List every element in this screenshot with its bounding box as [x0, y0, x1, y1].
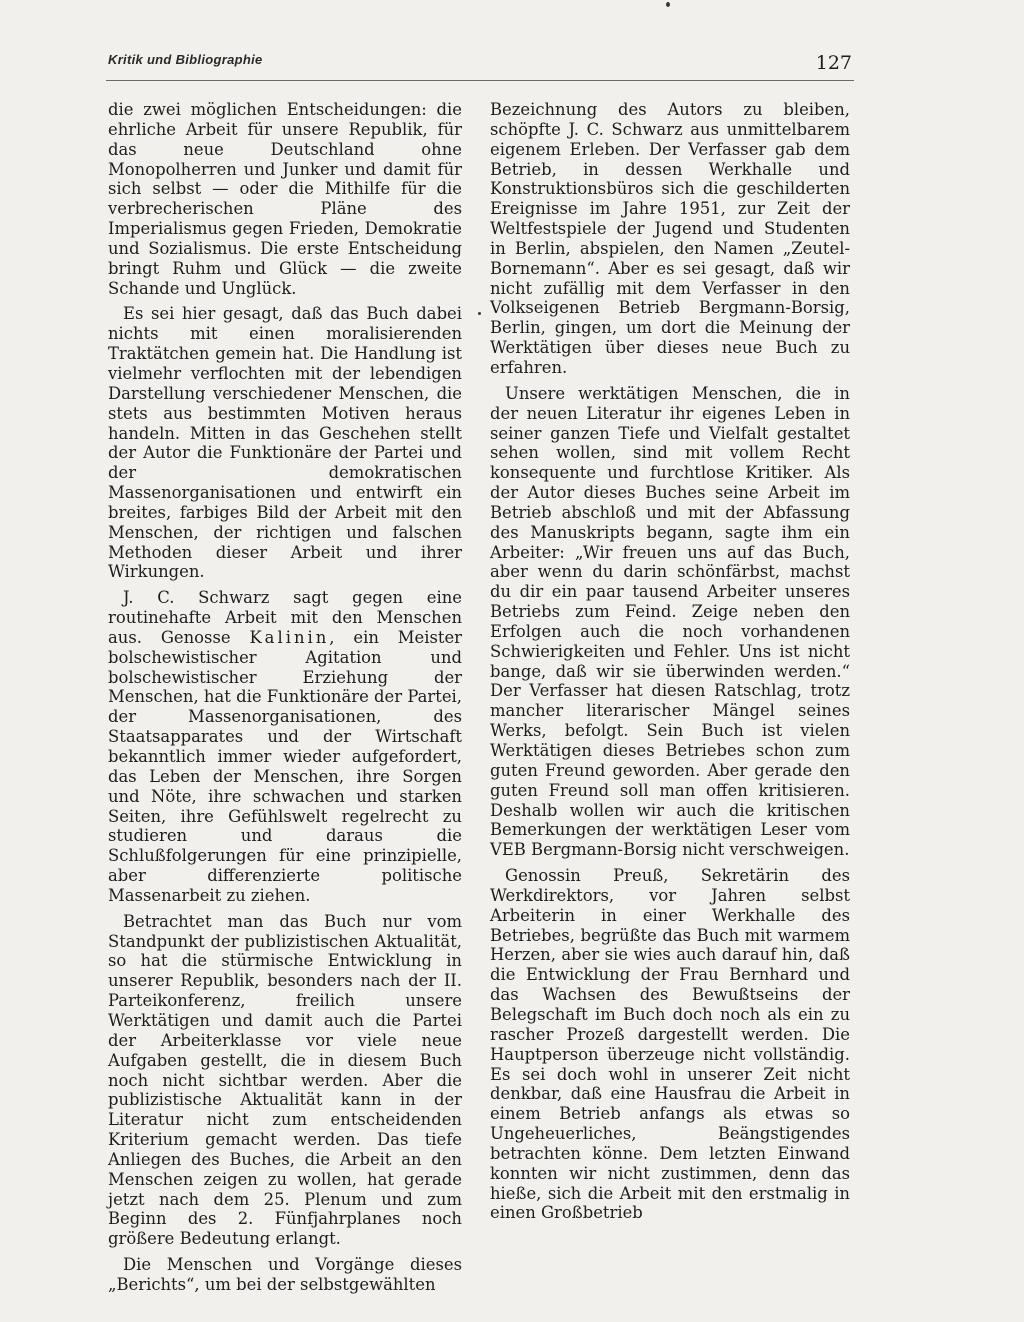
page-number: 127: [815, 52, 852, 74]
paragraph: Genossin Preuß, Sekretärin des Werkdirektors, vor Jahren selbst Arbeiterin in einer Werkhalle des Betriebes, begrüßte das Buch mit warmem Herzen, aber sie wies auch darauf hin, daß die Entwicklung der Frau Bernhard und das Wachsen des Bewußtseins der Belegschaft im Buch doch noch als ein zu rascher Prozeß dargestellt werden. Die Hauptperson überzeuge nicht vollständig. Es sei doch wohl in unserer Zeit nicht denkbar, daß eine Hausfrau die Arbeit in einem Betrieb anfangs als etwas so Ungeheuerliches, Beängstigendes betrachten könne. Dem letzten Einwand konnten wir nicht zustimmen, denn das hieße, sich die Arbeit mit den erstmalig in einen Großbetrieb: [490, 866, 850, 1223]
paragraph-text: J. C. Schwarz sagt gegen eine routinehafte Arbeit mit den Menschen aus. Genosse: [108, 588, 462, 647]
header-rule: [106, 80, 854, 81]
scan-speck: [478, 312, 481, 315]
paragraph: Bezeichnung des Autors zu bleiben, schöpfte J. C. Schwarz aus unmittelbarem eigenem Erleben. Der Verfasser gab dem Betrieb, in dessen Werkhalle und Konstruktionsbüros sich die geschilderten Ereignisse im Jahre 1951, zur Zeit der Weltfestspiele der Jugend und Studenten in Berlin, abspielen, den Namen „Zeutel-Bornemann“. Aber es sei gesagt, daß wir nicht zufällig mit dem Verfasser in den Volkseigenen Betrieb Bergmann-Borsig, Berlin, gingen, um dort die Meinung der Werktätigen über dieses neue Buch zu erfahren.: [490, 100, 850, 377]
right-column: [490, 100, 850, 1223]
paragraph: [108, 588, 462, 906]
running-title: Kritik und Bibliographie: [108, 52, 263, 67]
paragraph: die zwei möglichen Entscheidungen: die ehrliche Arbeit für unsere Republik, für das neue Deutschland ohne Monopolherren und Junker und damit für sich selbst — oder die Mithilfe für die verbrecherischen Pläne des Imperialismus gegen Frieden, Demokratie und Sozialismus. Die erste Entscheidung bringt Ruhm und Glück — die zweite Schande und Unglück.: [108, 100, 462, 298]
paragraph: Betrachtet man das Buch nur vom Standpunkt der publizistischen Aktualität, so hat die stürmische Entwicklung in unserer Republik, besonders nach der II. Parteikonferenz, freilich unsere Werktätigen und damit auch die Partei der Arbeiterklasse vor viele neue Aufgaben gestellt, die in diesem Buch noch nicht sichtbar werden. Aber die publizistische Aktualität kann in der Literatur nicht zum entscheidenden Kriterium gemacht werden. Das tiefe Anliegen des Buches, die Arbeit an den Menschen zeigen zu wollen, hat gerade jetzt nach dem 25. Plenum und zum Beginn des 2. Fünfjahrplanes noch größere Bedeutung erlangt.: [108, 911, 462, 1249]
spaced-name: Kalinin: [249, 627, 330, 647]
paragraph-text: , ein Meister bolschewistischer Agitation und bolschewistischer Erziehung der Menschen, hat die Funktionäre der Partei, der Massenorganisationen, des Staatsapparates und der Wirtschaft bekanntlich immer wieder aufgefordert, das Leben der Menschen, ihre Sorgen und Nöte, ihre schwachen und starken Seiten, ihre Gefühlswelt regelrecht zu studieren und daraus die Schlußfolgerungen für eine prinzipielle, aber differenzierte politische Massenarbeit zu ziehen.: [108, 627, 462, 905]
paragraph: Es sei hier gesagt, daß das Buch dabei nichts mit einen moralisierenden Traktätchen gemein hat. Die Handlung ist vielmehr verflochten mit der lebendigen Darstellung verschiedener Menschen, die stets aus bestimmten Motiven heraus handeln. Mitten in das Geschehen stellt der Autor die Funktionäre der Partei und der demokratischen Massenorganisationen und entwirft ein breites, farbiges Bild der Arbeit mit den Menschen, der richtigen und falschen Methoden dieser Arbeit und ihrer Wirkungen.: [108, 304, 462, 582]
left-column: [108, 100, 462, 1295]
paragraph: Die Menschen und Vorgänge dieses „Berichts“, um bei der selbstgewählten: [108, 1255, 462, 1294]
paragraph: Unsere werktätigen Menschen, die in der neuen Literatur ihr eigenes Leben in seiner ganzen Tiefe und Vielfalt gestaltet sehen wollen, sind mit vollem Recht konsequente und furchtlose Kritiker. Als der Autor dieses Buches seine Arbeit im Betrieb abschloß und mit der Abfassung des Manuskripts begann, sagte ihm ein Arbeiter: „Wir freuen uns auf das Buch, aber wenn du darin schönfärbst, machst du dir ein paar tausend Arbeiter unseres Betriebs zum Feind. Zeige neben den Erfolgen auch die noch vorhandenen Schwierigkeiten und Fehler. Uns ist nicht bange, daß wir sie überwinden werden.“ Der Verfasser hat diesen Ratschlag, trotz mancher literarischer Mängel seines Werks, befolgt. Sein Buch ist vielen Werktätigen dieses Betriebes schon zum guten Freund geworden. Aber gerade den guten Freund soll man offen kritisieren. Deshalb wollen wir auch die kritischen Bemerkungen der werktätigen Leser vom VEB Bergmann-Borsig nicht verschweigen.: [490, 383, 850, 860]
scan-speck: [666, 2, 670, 7]
